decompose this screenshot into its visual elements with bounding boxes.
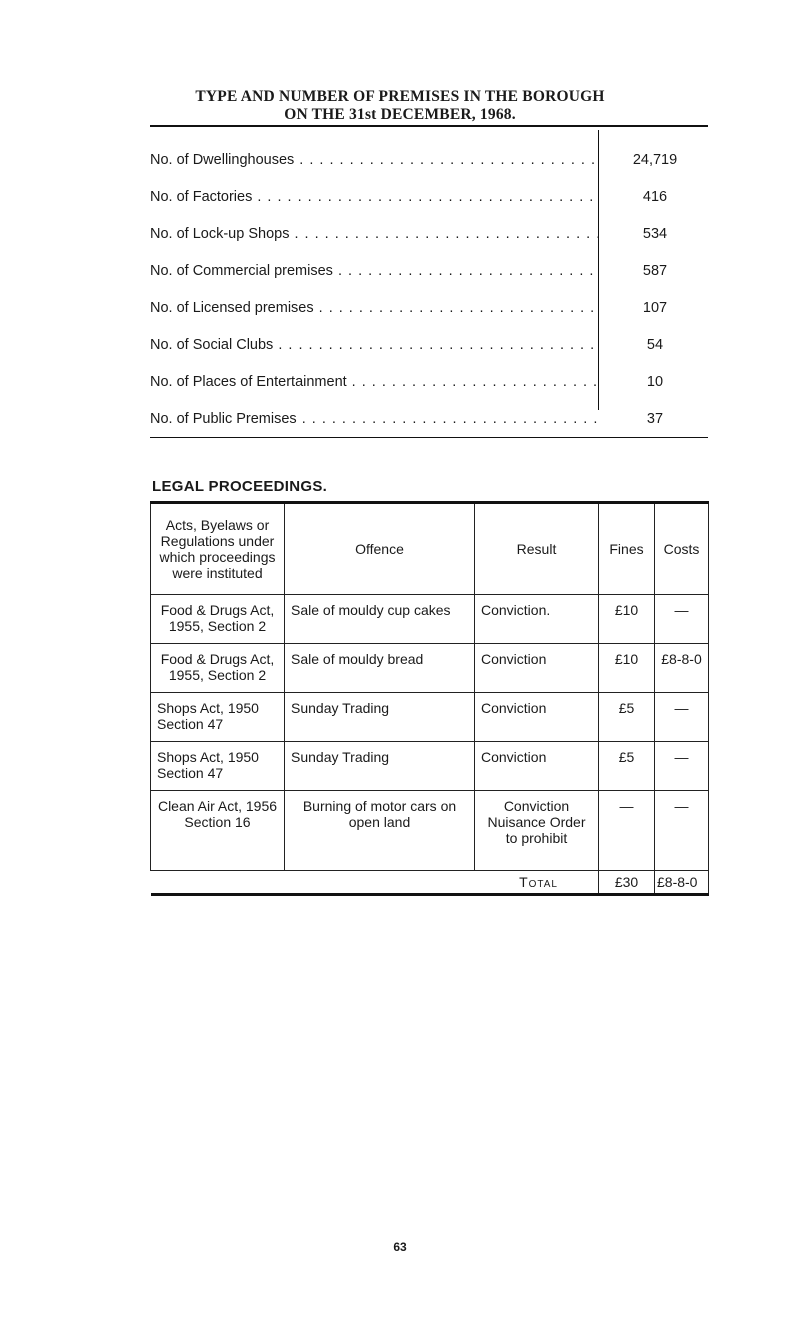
cell-result: Conviction. xyxy=(475,595,599,644)
premises-label: No. of Licensed premises . . xyxy=(150,300,598,316)
premises-label: No. of Commercial premises . . xyxy=(150,263,598,279)
table-row xyxy=(151,742,709,791)
premises-count: 587 xyxy=(642,263,668,279)
premises-label: No. of Social Clubs . . xyxy=(150,337,598,353)
cell-acts: Food & Drugs Act, 1955, Section 2 xyxy=(151,644,285,693)
total-label: Total xyxy=(285,871,599,895)
premises-label: No. of Lock-up Shops . . xyxy=(150,226,598,242)
header-costs: Costs xyxy=(655,503,709,595)
page-title-line-2: ON THE 31st DECEMBER, 1968. xyxy=(284,106,516,123)
page-number: 63 xyxy=(393,1240,407,1254)
premises-row xyxy=(150,374,710,394)
premises-row xyxy=(150,152,710,172)
total-costs: £8-8-0 xyxy=(655,871,709,895)
cell-acts: Food & Drugs Act, 1955, Section 2 xyxy=(151,595,285,644)
cell-acts: Shops Act, 1950 Section 47 xyxy=(151,742,285,791)
premises-count: 54 xyxy=(646,337,664,353)
table-row xyxy=(151,693,709,742)
cell-acts: Clean Air Act, 1956 Section 16 xyxy=(151,791,285,871)
header-fines: Fines xyxy=(599,503,655,595)
cell-costs: — xyxy=(655,595,709,644)
cell-acts: Shops Act, 1950 Section 47 xyxy=(151,693,285,742)
premises-label: No. of Dwellinghouses . . xyxy=(150,152,598,168)
premises-row xyxy=(150,411,710,431)
cell-offence: Sunday Trading xyxy=(285,742,475,791)
cell-fines: — xyxy=(599,791,655,871)
cell-costs: — xyxy=(655,742,709,791)
premises-label: No. of Places of Entertainment . . xyxy=(150,374,598,390)
header-result: Result xyxy=(475,503,599,595)
premises-count: 24,719 xyxy=(632,152,678,168)
premises-row xyxy=(150,226,710,246)
cell-result: Conviction xyxy=(475,742,599,791)
cell-offence: Sale of mouldy bread xyxy=(285,644,475,693)
header-offence: Offence xyxy=(285,503,475,595)
premises-row xyxy=(150,337,710,357)
legal-proceedings-heading: LEGAL PROCEEDINGS. xyxy=(152,478,328,495)
cell-fines: £5 xyxy=(599,742,655,791)
table-row xyxy=(151,595,709,644)
cell-fines: £10 xyxy=(599,595,655,644)
premises-row xyxy=(150,189,710,209)
total-fines: £30 xyxy=(599,871,655,895)
header-acts: Acts, Byelaws or Regulations under which proceedings were instituted xyxy=(151,503,285,595)
premises-count: 107 xyxy=(642,300,668,316)
cell-offence: Burning of motor cars on open land xyxy=(285,791,475,871)
premises-count: 10 xyxy=(646,374,664,390)
premises-row xyxy=(150,300,710,320)
cell-result: Conviction xyxy=(475,693,599,742)
premises-count: 416 xyxy=(642,189,668,205)
cell-fines: £5 xyxy=(599,693,655,742)
page-title-line-1: TYPE AND NUMBER OF PREMISES IN THE BOROUGH xyxy=(195,88,605,105)
premises-bottom-rule xyxy=(150,437,708,438)
legal-proceedings-table xyxy=(150,501,709,896)
total-spacer xyxy=(151,871,285,895)
premises-count: 534 xyxy=(642,226,668,242)
cell-costs: — xyxy=(655,791,709,871)
cell-costs: £8-8-0 xyxy=(655,644,709,693)
cell-costs: — xyxy=(655,693,709,742)
premises-label: No. of Public Premises . . xyxy=(150,411,598,427)
table-header-row xyxy=(151,503,709,595)
cell-fines: £10 xyxy=(599,644,655,693)
premises-label: No. of Factories . . xyxy=(150,189,598,205)
table-total-row xyxy=(151,871,709,895)
cell-result: Conviction Nuisance Order to prohibit xyxy=(475,791,599,871)
cell-result: Conviction xyxy=(475,644,599,693)
cell-offence: Sunday Trading xyxy=(285,693,475,742)
cell-offence: Sale of mouldy cup cakes xyxy=(285,595,475,644)
premises-row xyxy=(150,263,710,283)
table-row xyxy=(151,791,709,871)
table-row xyxy=(151,644,709,693)
premises-top-rule xyxy=(150,125,708,127)
premises-count: 37 xyxy=(646,411,664,427)
